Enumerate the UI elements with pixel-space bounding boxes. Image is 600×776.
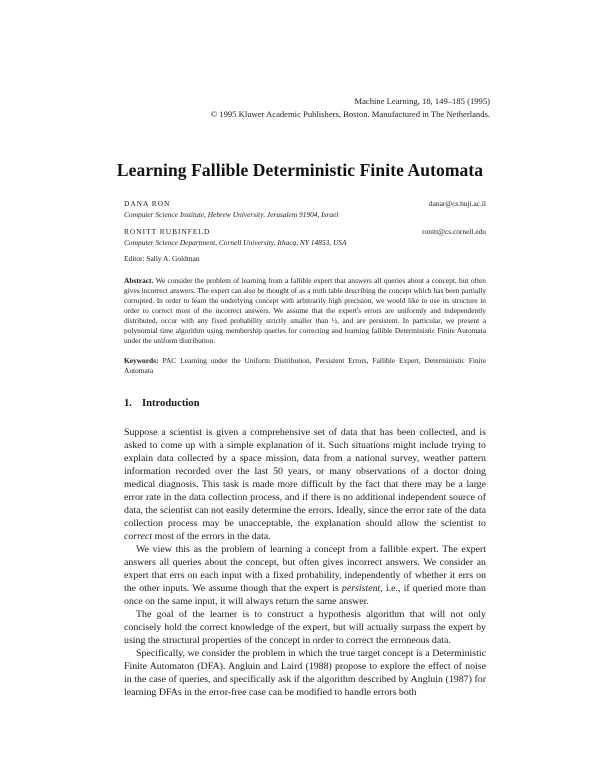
journal-citation: Machine Learning, 18, 149–185 (1995) <box>354 96 490 106</box>
keywords-text: PAC Learning under the Uniform Distribution, Persistent Errors, Fallible Expert, Deterministic Finite Automata <box>124 356 486 375</box>
author-name: DANA RON <box>124 199 171 208</box>
abstract-text: We consider the problem of learning from a fallible expert that answers all queries about a concept, but often gives incorrect answers. The expert can also be thought of as a truth table describing the concept which has been partially corrupted. In order to learn the underlying concept with arbitrarily high precision, we would like to use its structure in order to correct most of the incorrect answers. We assume that the expert's errors are uniformly and independently distributed, occur with any fixed probability strictly smaller than ½, and are persistent. In particular, we present a polynomial time algorithm using membership queries for correcting and learning fallible Deterministic Finite Automata under the uniform distribution. <box>124 276 486 345</box>
author-block-1 <box>124 198 486 220</box>
abstract-label: Abstract. <box>124 276 154 285</box>
section-title: Introduction <box>142 398 200 409</box>
keywords <box>124 356 486 376</box>
paragraph: The goal of the learner is to construct a hypothesis algorithm that will not only concisely hold the correct knowledge of the expert, but will actually surpass the expert by using the structural properties of the concept in order to correct the erroneous data. <box>124 609 486 646</box>
journal-header <box>211 95 490 121</box>
author-email: ronitt@cs.cornell.edu <box>422 227 486 236</box>
section-number: 1. <box>124 398 132 409</box>
author-affiliation: Computer Science Department, Cornell University, Ithaca, NY 14853, USA <box>124 238 347 247</box>
paragraph: We view this as the problem of learning a concept from a fallible expert. The expert answers all queries about the concept, but often gives incorrect answers. We consider an expert that errs on each input with a fixed probability, independently of whether it errs on the other inputs. We assume though that the expert is persistent, i.e., if queried more than once on the same input, it will always return the same answer. <box>124 544 486 607</box>
editor-line: Editor: Sally A. Goldman <box>124 254 200 263</box>
copyright-notice: © 1995 Kluwer Academic Publishers, Boston. Manufactured in The Netherlands. <box>210 109 490 119</box>
author-affiliation: Computer Science Institute, Hebrew University, Jerusalem 91904, Israel <box>124 210 339 219</box>
keywords-label: Keywords: <box>124 356 159 365</box>
abstract <box>124 276 486 346</box>
author-email: danar@cs.huji.ac.il <box>428 199 486 208</box>
author-name: RONITT RUBINFELD <box>124 227 211 236</box>
paragraph: Suppose a scientist is given a comprehensive set of data that has been collected, and is asked to come up with a simple explanation of it. Such situations might include trying to explain data collected by a space mission, data from a national survey, weather pattern information recorded over the last 50 years, or many observations of a doctor doing medical diagnosis. This task is made more difficult by the fact that there may be a large error rate in the data collection process, and if there is no additional independent source of data, the scientist can not easily determine the errors. Ideally, since the error rate of the data collection process may be unacceptable, the explanation should allow the scientist to correct most of the errors in the data. <box>124 427 486 542</box>
author-block-2 <box>124 226 486 248</box>
body-text <box>124 426 486 699</box>
section-heading <box>124 398 200 409</box>
paragraph: Specifically, we consider the problem in which the true target concept is a Deterministic Finite Automaton (DFA). Angluin and Laird (1988) propose to explore the effect of noise in the case of queries, and specifically ask if the algorithm described by Angluin (1987) for learning DFAs in the error-free case can be modified to handle errors both <box>124 648 486 698</box>
paper-title: Learning Fallible Deterministic Finite Automata <box>116 160 484 180</box>
